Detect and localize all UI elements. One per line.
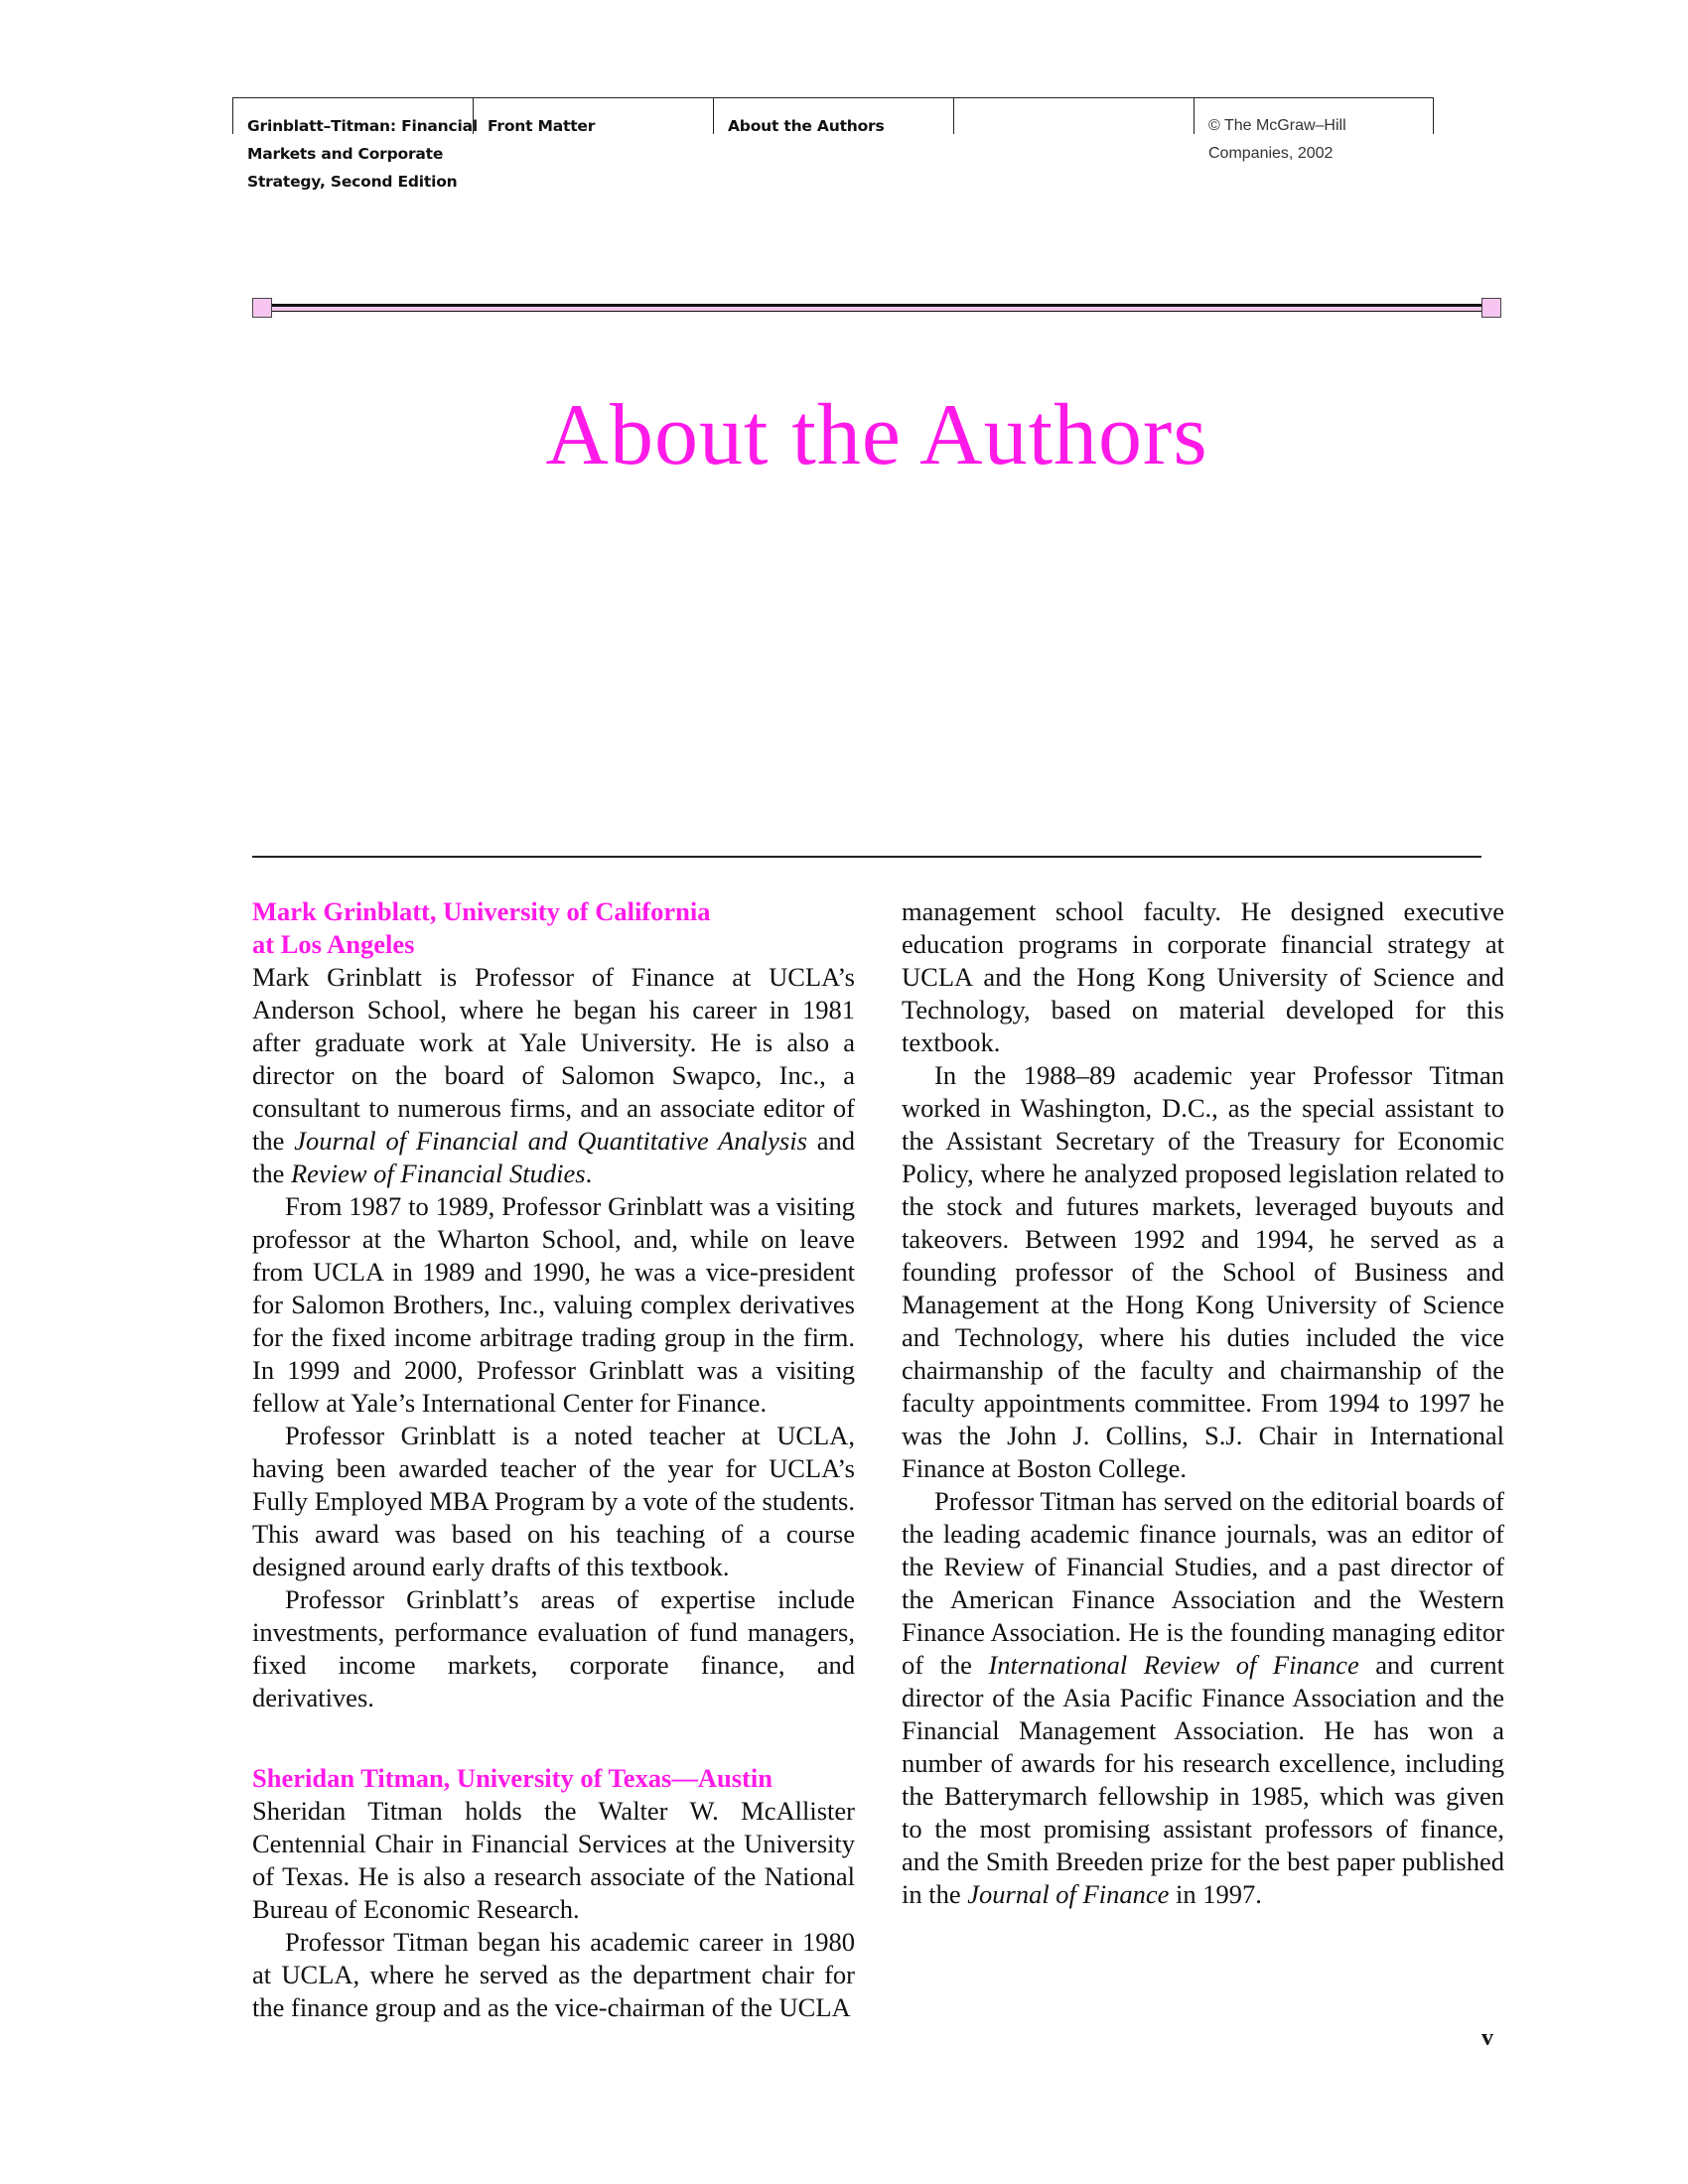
decorative-rule (252, 304, 1481, 312)
text-column-left (252, 895, 855, 2024)
page-number: v (1481, 2025, 1493, 2051)
book-title-line-3: Strategy, Second Edition (247, 173, 458, 191)
titman-p4-text-b: and current director of the Asia Pacific Finance Association and the Financial Management Association. He has won a number of awards for his research excellence, including the Batterymarch fellowship in 1985, which was given to the most promising assistant professors of finance, and the Smith Breeden prize for the best paper published in the (902, 1650, 1504, 1909)
journal-title-irf: International Review of Finance (988, 1650, 1359, 1680)
journal-title-rfs: Review of Financial Studies (291, 1159, 586, 1188)
part-label: Front Matter (488, 117, 596, 135)
author-heading-titman: Sheridan Titman, University of Texas—Austin (252, 1763, 773, 1793)
rule-right-cap (1481, 298, 1501, 318)
grinblatt-paragraph-2: From 1987 to 1989, Professor Grinblatt was a visiting professor at the Wharton School, and, while on leave from UCLA in 1989 and 1990, he was a vice-president for Salomon Brothers, Inc., valuing complex derivatives for the fixed income arbitrage trading group in the firm. In 1999 and 2000, Professor Grinblatt was a visiting fellow at Yale’s International Center for Finance. (252, 1191, 855, 1418)
journal-title-jf: Journal of Finance (967, 1879, 1170, 1909)
journal-title-jfqa: Journal of Financial and Quantitative Analysis (294, 1126, 807, 1156)
book-title-line-2: Markets and Corporate (247, 145, 444, 163)
grinblatt-paragraph-4: Professor Grinblatt’s areas of expertise include investments, performance evaluation of fund managers, fixed income markets, corporate finance, and derivatives. (252, 1584, 855, 1712)
page-title: About the Authors (545, 387, 1208, 483)
grinblatt-paragraph-1 (252, 961, 855, 1190)
titman-paragraph-1: Sheridan Titman holds the Walter W. McAllister Centennial Chair in Financial Services at the University of Texas. He is also a research associate of the National Bureau of Economic Research. (252, 1796, 855, 1924)
grinblatt-heading-line-2: at Los Angeles (252, 929, 415, 959)
titman-p4-text-c: in 1997. (1169, 1879, 1262, 1909)
grinblatt-p1-text-c: . (585, 1159, 593, 1188)
titman-paragraph-2: Professor Titman began his academic career in 1980 at UCLA, where he served as the department chair for the finance group and as the vice-chairman of the UCLA (252, 1927, 855, 2022)
copyright-line-1: © The McGraw–Hill (1208, 117, 1346, 134)
author-heading-grinblatt (252, 895, 855, 961)
chapter-label: About the Authors (728, 117, 885, 135)
grinblatt-paragraph-3: Professor Grinblatt is a noted teacher at UCLA, having been awarded teacher of the year for UCLA’s Fully Employed MBA Program by a vote of the students. This award was based on his teaching of a course designed around early drafts of this textbook. (252, 1421, 855, 1581)
text-column-right (902, 895, 1504, 1911)
grinblatt-p1-text-b: and the (252, 1126, 856, 1188)
copyright-line-2: Companies, 2002 (1208, 145, 1334, 162)
titman-paragraph-4 (902, 1485, 1504, 1911)
header-copyright (1194, 98, 1434, 162)
section-divider (252, 856, 1481, 858)
rule-left-cap (252, 298, 272, 318)
grinblatt-heading-line-1: Mark Grinblatt, University of California (252, 896, 711, 926)
titman-paragraph-3: In the 1988–89 academic year Professor Titman worked in Washington, D.C., as the special assistant to the Assistant Secretary of the Treasury for Economic Policy, where he analyzed proposed legislation related to the stock and futures markets, leveraged buyouts and takeovers. Between 1992 and 1994, he served as a founding professor of the School of Business and Management at the Hong Kong University of Science and Technology, where his duties included the vice chairmanship of the faculty and chairmanship of the faculty appointments committee. From 1994 to 1997 he was the John J. Collins, S.J. Chair in International Finance at Boston College. (902, 1060, 1504, 1483)
header-part (473, 98, 713, 134)
titman-paragraph-2-continued: management school faculty. He designed executive education programs in corporate financial strategy at UCLA and the Hong Kong University of Science and Technology, based on material developed for this textbook. (902, 896, 1504, 1057)
titman-p4-text-a: Professor Titman has served on the editorial boards of the leading academic finance journals, was an editor of the Review of Financial Studies, and a past director of the American Finance Association and the Western Finance Association. He is the founding managing editor of the (902, 1486, 1504, 1680)
header-chapter (713, 98, 953, 134)
grinblatt-p1-text-a: Mark Grinblatt is Professor of Finance at UCLA’s Anderson School, where he began his career in 1981 after graduate work at Yale University. He is also a director on the board of Salomon Swapco, Inc., a consultant to numerous firms, and an associate editor of the (252, 962, 855, 1156)
header-book-title (232, 98, 478, 191)
book-title-line-1: Grinblatt–Titman: Financial (247, 117, 478, 135)
running-header (232, 97, 1434, 191)
header-empty-cell (953, 98, 1194, 134)
